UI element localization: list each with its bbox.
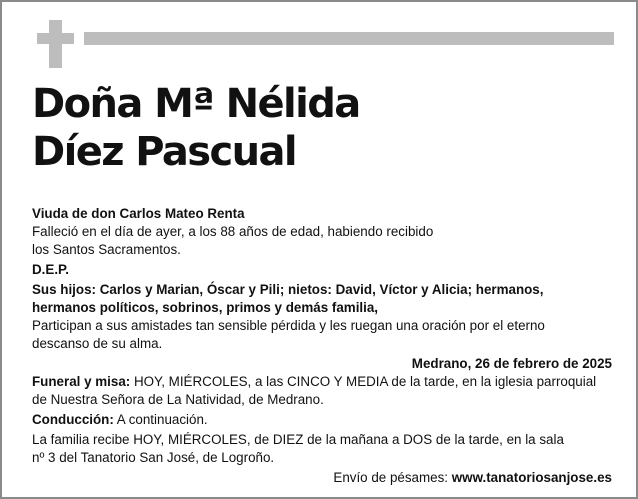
condolences-line: [32, 469, 612, 487]
funeral-label: Funeral y misa:: [32, 374, 131, 389]
deceased-name: [32, 80, 360, 176]
reception-line-2: nº 3 del Tanatorio San José, de Logroño.: [32, 450, 275, 465]
funeral-line-2: de Nuestra Señora de La Natividad, de Medrano.: [32, 392, 324, 407]
death-line-2: los Santos Sacramentos.: [32, 242, 181, 257]
name-line-2: Díez Pascual: [32, 129, 296, 175]
condolences-label: Envío de pésames:: [333, 470, 452, 485]
family-line-2: hermanos políticos, sobrinos, primos y demás familia,: [32, 300, 379, 315]
family-line-1: Sus hijos: Carlos y Marian, Óscar y Pili; nietos: David, Víctor y Alicia; hermanos,: [32, 282, 544, 297]
obituary-body: [32, 205, 612, 487]
invite-line-1: Participan a sus amistades tan sensible pérdida y les ruegan una oración por el eterno: [32, 318, 545, 333]
cross-icon-bar: [37, 33, 74, 44]
reception-line-1: La familia recibe HOY, MIÉRCOLES, de DIEZ de la mañana a DOS de la tarde, en la sala: [32, 432, 564, 447]
dep-line: D.E.P.: [32, 262, 69, 277]
funeral-line-1: [32, 373, 612, 391]
conduction-label: Conducción:: [32, 412, 114, 427]
condolences-link[interactable]: www.tanatoriosanjose.es: [451, 470, 612, 485]
conduction-line: [32, 411, 612, 429]
name-line-1: Doña Mª Nélida: [32, 81, 360, 127]
conduction-text: A continuación.: [113, 412, 208, 427]
funeral-text: HOY, MIÉRCOLES, a las CINCO Y MEDIA de la tarde, en la iglesia parroquial: [130, 374, 597, 389]
header-rule: [84, 32, 614, 45]
place-date: Medrano, 26 de febrero de 2025: [411, 356, 612, 371]
cross-icon: [49, 20, 62, 68]
death-line-1: Falleció en el día de ayer, a los 88 años de edad, habiendo recibido: [32, 224, 434, 239]
widow-line: Viuda de don Carlos Mateo Renta: [32, 206, 245, 221]
invite-line-2: descanso de su alma.: [32, 336, 163, 351]
